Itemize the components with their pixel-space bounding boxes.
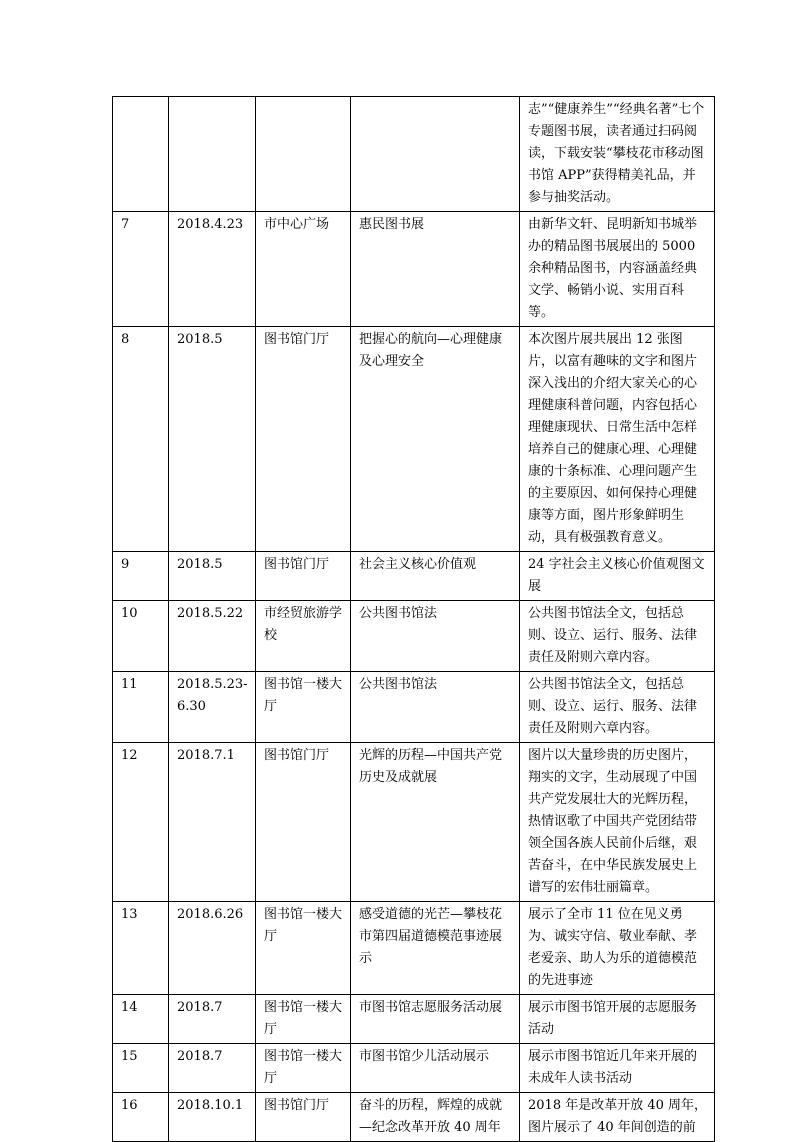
table-row	[113, 552, 715, 601]
exhibit-venue: 图书馆门厅	[256, 743, 351, 902]
exhibit-title	[351, 97, 520, 212]
table-row	[113, 212, 715, 327]
exhibit-title: 市图书馆志愿服务活动展	[351, 995, 520, 1044]
exhibit-title: 市图书馆少儿活动展示	[351, 1044, 520, 1093]
exhibit-title: 感受道德的光芒—攀枝花市第四届道德模范事迹展示	[351, 902, 520, 995]
exhibit-date: 2018.7	[169, 995, 256, 1044]
exhibit-venue: 图书馆一楼大厅	[256, 995, 351, 1044]
exhibit-date: 2018.5	[169, 552, 256, 601]
row-number: 13	[113, 902, 169, 995]
exhibit-description: 24 字社会主义核心价值观图文展	[520, 552, 715, 601]
exhibit-date: 2018.4.23	[169, 212, 256, 327]
exhibit-venue: 图书馆门厅	[256, 552, 351, 601]
exhibit-date	[169, 97, 256, 212]
row-number: 7	[113, 212, 169, 327]
table-row	[113, 902, 715, 995]
exhibit-description: 由新华文轩、昆明新知书城举办的精品图书展展出的 5000 余种精品图书，内容涵盖经典文学、畅销小说、实用百科等。	[520, 212, 715, 327]
table-row	[113, 1093, 715, 1142]
row-number: 16	[113, 1093, 169, 1142]
exhibit-date: 2018.7	[169, 1044, 256, 1093]
exhibit-title: 公共图书馆法	[351, 601, 520, 672]
table-row	[113, 995, 715, 1044]
table-row	[113, 672, 715, 743]
table-row	[113, 327, 715, 552]
exhibit-venue: 图书馆一楼大厅	[256, 1044, 351, 1093]
exhibit-date: 2018.5.22	[169, 601, 256, 672]
row-number: 10	[113, 601, 169, 672]
exhibition-table-body	[113, 97, 715, 1142]
exhibit-description: 2018 年是改革开放 40 周年，图片展示了 40 年间创造的前	[520, 1093, 715, 1142]
row-number: 11	[113, 672, 169, 743]
exhibit-description: 展示了全市 11 位在见义勇为、诚实守信、敬业奉献、孝老爱亲、助人为乐的道德模范的先进事迹	[520, 902, 715, 995]
table-row	[113, 601, 715, 672]
exhibit-title: 社会主义核心价值观	[351, 552, 520, 601]
exhibit-title: 公共图书馆法	[351, 672, 520, 743]
exhibit-venue: 市经贸旅游学校	[256, 601, 351, 672]
exhibit-date: 2018.6.26	[169, 902, 256, 995]
exhibit-venue: 图书馆一楼大厅	[256, 902, 351, 995]
row-number: 8	[113, 327, 169, 552]
table-row	[113, 1044, 715, 1093]
exhibit-description: 展示市图书馆近几年来开展的未成年人读书活动	[520, 1044, 715, 1093]
exhibit-date: 2018.7.1	[169, 743, 256, 902]
exhibit-description: 公共图书馆法全文，包括总则、设立、运行、服务、法律责任及附则六章内容。	[520, 672, 715, 743]
exhibit-date: 2018.10.1	[169, 1093, 256, 1142]
exhibit-venue: 图书馆一楼大厅	[256, 672, 351, 743]
table-row	[113, 743, 715, 902]
exhibit-description: 公共图书馆法全文，包括总则、设立、运行、服务、法律责任及附则六章内容。	[520, 601, 715, 672]
row-number: 14	[113, 995, 169, 1044]
exhibit-date: 2018.5	[169, 327, 256, 552]
row-number: 15	[113, 1044, 169, 1093]
exhibit-venue: 市中心广场	[256, 212, 351, 327]
exhibition-table	[112, 96, 715, 1142]
exhibit-venue: 图书馆门厅	[256, 1093, 351, 1142]
exhibit-venue: 图书馆门厅	[256, 327, 351, 552]
exhibit-title: 奋斗的历程，辉煌的成就—纪念改革开放 40 周年	[351, 1093, 520, 1142]
exhibit-venue	[256, 97, 351, 212]
row-number: 9	[113, 552, 169, 601]
row-number	[113, 97, 169, 212]
exhibit-title: 把握心的航向—心理健康及心理安全	[351, 327, 520, 552]
exhibit-description: 展示市图书馆开展的志愿服务活动	[520, 995, 715, 1044]
exhibit-title: 光辉的历程—中国共产党历史及成就展	[351, 743, 520, 902]
exhibit-description: 图片以大量珍贵的历史图片，翔实的文字，生动展现了中国共产党发展壮大的光辉历程，热情讴歌了中国共产党团结带领全国各族人民前仆后继，艰苦奋斗，在中华民族发展史上谱写的宏伟壮丽篇章。	[520, 743, 715, 902]
row-number: 12	[113, 743, 169, 902]
exhibit-title: 惠民图书展	[351, 212, 520, 327]
table-row	[113, 97, 715, 212]
exhibit-description: 志”“健康养生”“经典名著”七个专题图书展，读者通过扫码阅读，下载安装“攀枝花市移动图书馆 APP”获得精美礼品，并参与抽奖活动。	[520, 97, 715, 212]
exhibit-description: 本次图片展共展出 12 张图片，以富有趣味的文字和图片深入浅出的介绍大家关心的心理健康科普问题，内容包括心理健康现状、日常生活中怎样培养自己的健康心理、心理健康的十条标准、心理问题产生的主要原因、如何保持心理健康等方面，图片形象鲜明生动，具有极强教育意义。	[520, 327, 715, 552]
exhibit-date: 2018.5.23-6.30	[169, 672, 256, 743]
